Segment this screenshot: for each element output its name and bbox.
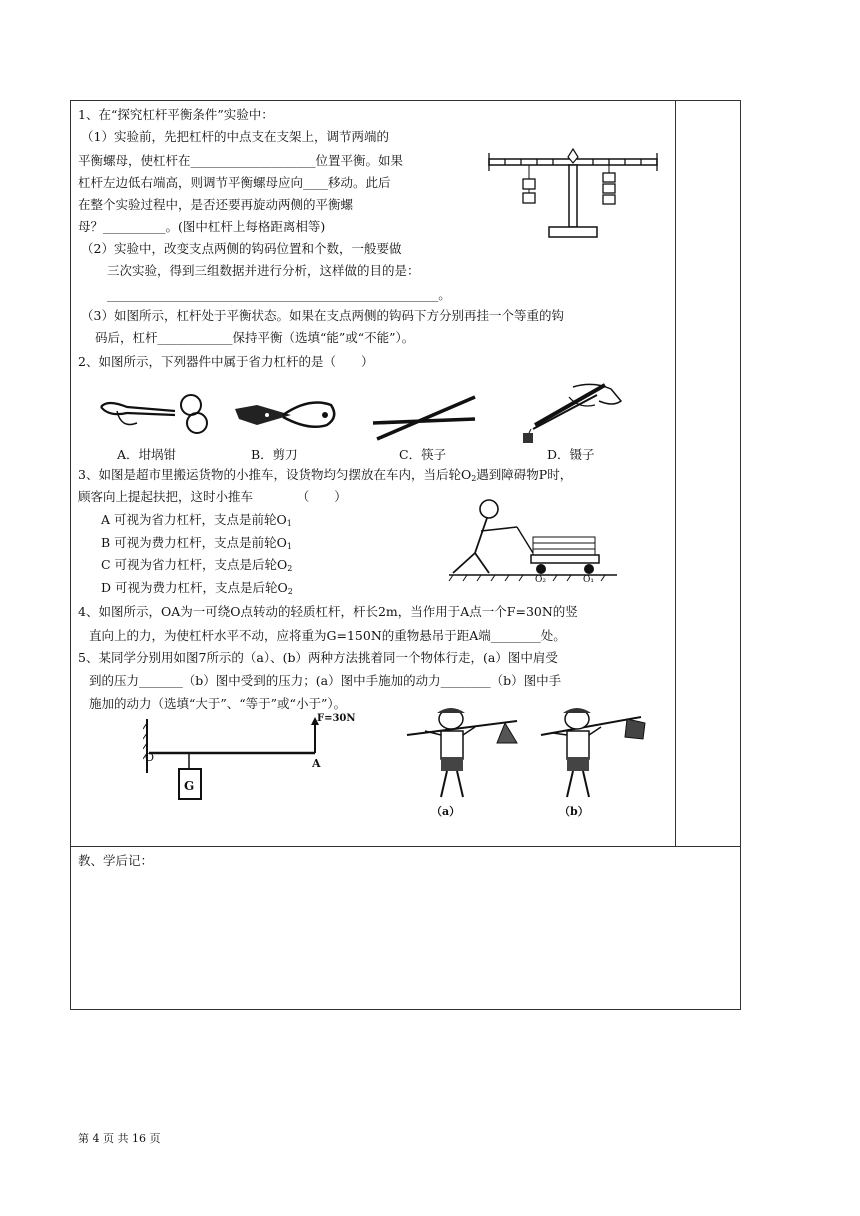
worksheet-frame — [70, 100, 740, 1010]
crucible-tongs-figure — [97, 389, 217, 439]
cart-label-front-wheel: O₁ — [583, 575, 594, 585]
scissors-figure — [231, 391, 341, 436]
lever-label-o: O — [145, 751, 155, 764]
q1-p2-line1: （2）实验中，改变支点两侧的钩码位置和个数，一般要做 — [81, 241, 402, 256]
lever-balance-figure — [483, 143, 663, 243]
q4-line1: 4、如图所示，OA为一可绕O点转动的轻质杠杆，杆长2m，当作用于A点一个F=30N的竖 — [78, 604, 578, 619]
carrying-figure-a — [405, 705, 523, 805]
q5-line3: 施加的动力（选填“大于”、“等于”或“小于”）。 — [89, 696, 347, 711]
tweezers-figure — [513, 379, 633, 445]
q2-stem: 2、如图所示，下列器件中属于省力杠杆的是（ ） — [78, 354, 374, 369]
q5-line2: 到的压力_______（b）图中受到的压力；(a）图中手施加的动力________（b）图中手 — [89, 673, 562, 688]
exercise-cell — [71, 101, 676, 847]
figure-label-a: （a） — [431, 805, 461, 818]
side-cell — [676, 101, 741, 847]
q1-p1-line1: （1）实验前，先把杠杆的中点支在支架上，调节两端的 — [81, 129, 389, 144]
q2-option-d: D．镊子 — [547, 447, 595, 462]
page-footer: 第 4 页 共 16 页 — [78, 1132, 161, 1145]
q2-option-b: B．剪刀 — [251, 447, 298, 462]
q1-p2-line3: _____________________________________________________。 — [107, 287, 451, 302]
notes-cell — [71, 847, 741, 1010]
q3-line2: 顾客向上提起扶把，这时小推车 （ ） — [78, 489, 347, 504]
q3-option-c: C 可视为省力杠杆，支点是后轮$O_2$ — [101, 557, 293, 573]
notes-label: 教、学后记： — [78, 853, 154, 868]
cart-label-rear-wheel: O₂ — [535, 575, 546, 585]
q2-option-a: A．坩埚钳 — [117, 447, 177, 462]
q1-p1-line4: 在整个实验过程中，是否还要再旋动两侧的平衡螺 — [78, 197, 354, 212]
q1-p1-line2: 平衡螺母，使杠杆在____________________位置平衡。如果 — [78, 153, 404, 168]
q4-line2: 直向上的力，为使杠杆水平不动，应将重为G=150N的重物悬吊于距A端________处。 — [89, 628, 566, 643]
chopsticks-figure — [371, 393, 481, 441]
figure-label-b: （b） — [559, 805, 589, 818]
lever-label-a: A — [312, 757, 321, 770]
q1-p2-line2: 三次实验，得到三组数据并进行分析，这样做的目的是： — [107, 263, 420, 278]
worksheet-table — [70, 100, 741, 1010]
carrying-figure-b — [533, 705, 653, 805]
lever-label-force: F=30N — [317, 713, 356, 724]
q3-line1: 3、如图是超市里搬运货物的小推车，设货物均匀摆放在车内，当后轮$O_2$遇到障碍物P时， — [78, 467, 573, 483]
q2-option-c: C．筷子 — [399, 447, 447, 462]
q1-p3-line1: （3）如图所示，杠杆处于平衡状态。如果在支点两侧的钩码下方分别再挂一个等重的钩 — [81, 308, 564, 323]
q1-p1-line5: 母？__________。(图中杠杆上每格距离相等) — [78, 219, 326, 234]
q3-option-d: D 可视为费力杠杆，支点是后轮$O_2$ — [101, 580, 293, 596]
q1-p3-line2: 码后，杠杆____________保持平衡（选填“能”或“不能”）。 — [95, 330, 415, 345]
q3-option-a: A 可视为省力杠杆，支点是前轮$O_1$ — [101, 512, 292, 528]
lever-label-g: G — [184, 779, 195, 793]
q3-option-b: B 可视为费力杠杆，支点是前轮$O_1$ — [101, 535, 293, 551]
q1-p1-line3: 杠杆左边低右端高，则调节平衡螺母应向____移动。此后 — [78, 175, 391, 190]
q5-line1: 5、某同学分别用如图7所示的（a）、(b）两种方法挑着同一个物体行走，(a）图中肩受 — [78, 650, 558, 665]
q1-title: 1、在“探究杠杆平衡条件”实验中： — [78, 107, 274, 122]
